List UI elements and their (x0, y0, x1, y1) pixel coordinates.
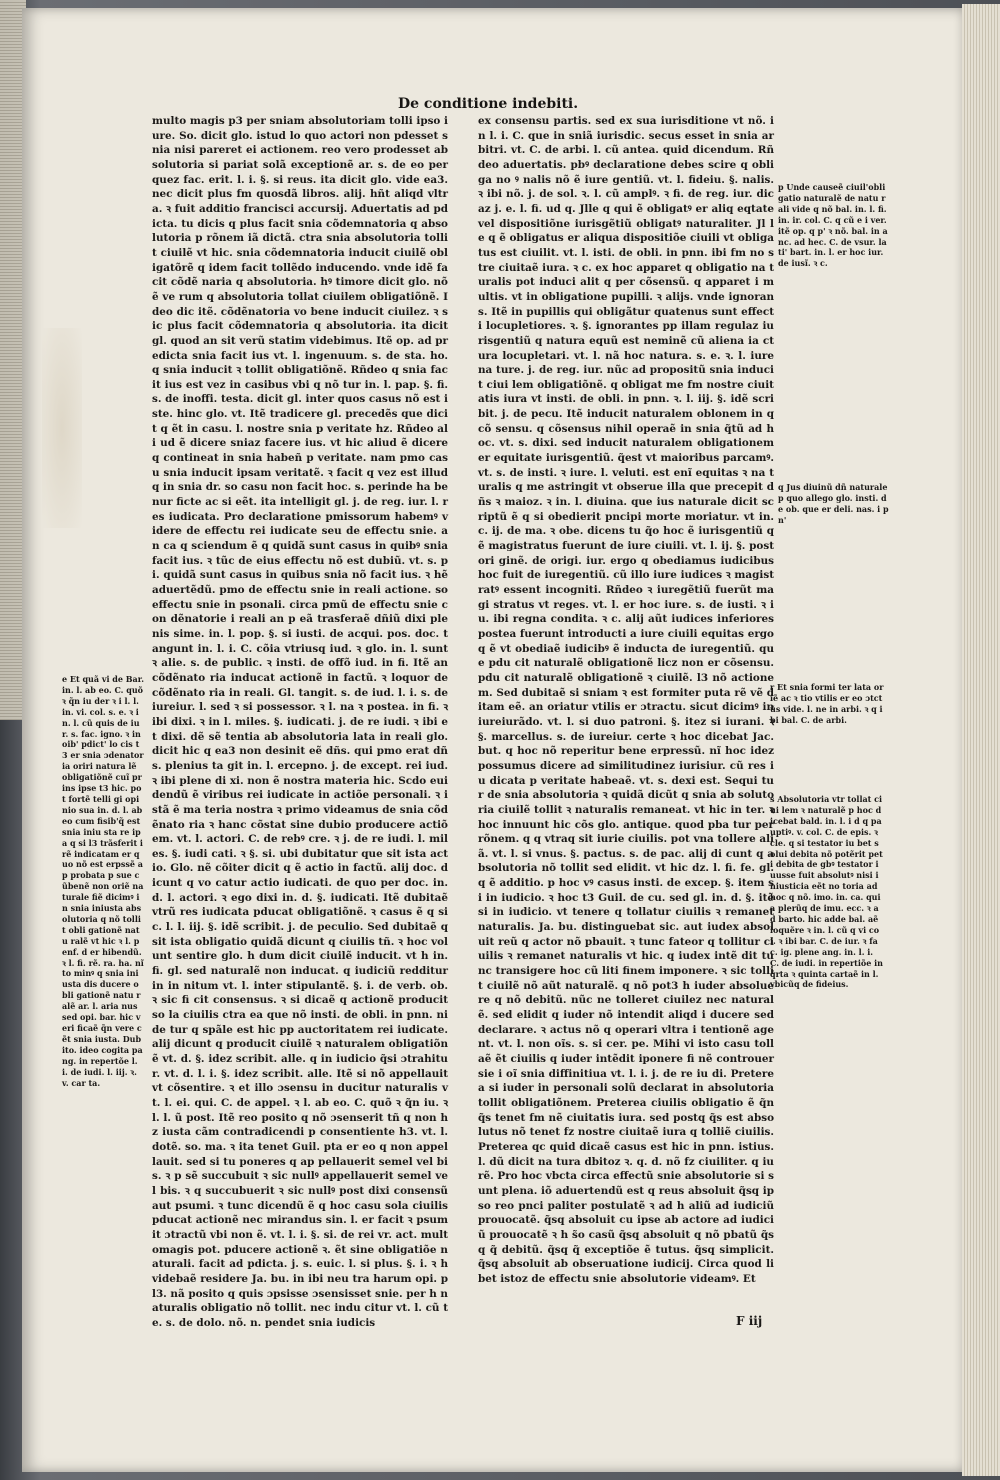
marginal-note-right-q: q Jus diuinũ dñ naturale p quo allego glo. insti. de ob. que er deli. nas. i pn' (778, 482, 889, 525)
text-column-right: ex consensu partis. sed ex sua iurisditione vt nõ. in l. i. C. que in sniã iurisdic. secus esset in snia arbitri. vt. C. de arbi. l. cũ antea. quid dicendum. Rñdeo aduertatis. pbꝰ declaratione debes scire q obliga no ꝰ nalis nõ ẽ iure gentiũ. vt. l. fideiu. §. nalis. ꝛ ibi nõ. j. de sol. ꝛ. l. cũ amplꝰ. ꝛ fi. de reg. iur. dicaz j. e. l. fi. ud q. Jlle q qui ẽ obligatꝰ er aliq eqtate vel dispositiõne iurisgẽtiũ obligatꝰ naturaliter. Jl le q ẽ obligatus er aliqua dispositiõe ciuili vt obligatus est ciuilit. vt. l. isti. de obli. in pnn. ibi fm no stre ciuitaẽ iura. ꝛ c. ex hoc apparet q obligatio na turalis pot induci alit q per cõsensũ. q apparet i multis. vt in obligatione pupilli. ꝛ alijs. vnde ignorans. Itẽ in pupillis qui obligãtur quatenus sunt effecti locupletiores. ꝛ. §. ignorantes pp illam regulaz iurisgentiũ q natura equũ est neminẽ cũ aliena ia ctura locupletari. vt. l. nã hoc natura. s. e. ꝛ. l. iure na ture. j. de reg. iur. nũc ad propositũ snia inducit ciui lem obligatiõnẽ. q obligat me fm nostre ciuitatis iura vt insti. de obli. in pnn. ꝛ. l. iij. §. idẽ scribit. j. de pecu. Itẽ inducit naturalem oblonem in q cõ sensu. q cõsensus nihil operaẽ in snia q̃tũ ad hoc. vt. s. dixi. sed inducit naturalem obligationem er equitate iurisgentiũ. q̃est vt maioribus parcamꝰ. vt. s. de insti. ꝛ iure. l. veluti. est enĩ equitas ꝛ na turalis q me astringit vt obserue illa que precepit dñs ꝛ maioz. ꝛ in. l. diuina. que ius naturale dicit scriptũ ẽ q si obedierit pncipi morte moriatur. vt in. c. ij. de ma. ꝛ obe. dicens tu q̃o hoc ẽ iurisgentiũ q ẽ magistratus fuerunt de iure ciuili. vt. l. ij. §. post ori ginẽ. de origi. iur. ergo q obediamus iudicibus hoc fuit de iuregentiũ. cũ illo iure iudices ꝛ magistratꝰ essent incogniti. Rñdeo ꝛ iuregẽtiũ fuerũt magi stratus vt reges. vt. l. er hoc iure. s. de iusti. ꝛ iu. ibi regna condita. ꝛ c. alij aũt iudices inferiores postea fuerunt introducti a iure ciuili equitas ergo q ẽ vt obediaẽ iudicibꝰ ẽ inducta de iuregentiũ. que pdu cit naturalẽ obligationẽ licz non er cõsensu. pdu cit naturalẽ obligationẽ ꝛ ciuilẽ. l3 nõ actionem. Sed dubitaẽ si sniam ꝛ est formiter puta rẽ vẽ ditam eẽ. an oriatur vtilis er ɔtractu. sicut dicimꝰ in iureiurãdo. vt. l. si duo patroni. §. itez si iurani. ꝛ §. marcellus. s. de iureiur. certe ꝛ hoc dicebat Jac. but. q hoc nõ reperitur bene erpressũ. nĩ hoc idez possumus dicere ad similitudinez iurisiur. cũ res iu dicata p veritate habeaẽ. vt. s. dexi est. Sequi tur de snia absolutoria ꝛ quidã dicũt q snia ab solutoria ciuilẽ tollit ꝛ naturalis remaneat. vt hic in ter. ꝛ hoc innuunt hic cõs glo. antique. quod pba tur per rõnem. q q vtraq sit iurie ciuilis. pot vna tollere aliã. vt. l. si vnus. §. pactus. s. de pac. alij di cunt q absolutoria nõ tollit sed elidit. vt hic dz. l. fi. fe. gl. q ẽ additio. p hoc vꝰ casus insti. de excep. §. item si in iudicio. ꝛ hoc t3 Guil. de cu. sed gl. in. d. §. itẽ si in iudicio. vt tenere q tollatur ciuilis ꝛ remanet naturalis. Ja. bu. distinguebat sic. aut iudex absol uit reũ q actor nõ pbauit. ꝛ tunc fateor q tollitur ciuilis ꝛ remanet naturalis vt hic. q iudex intẽ dit tunc transigere hoc cũ liti finem imponere. ꝛ sic tollit ciuilẽ nõ aũt naturalẽ. q nõ pot3 h iuder absoluere q nõ debitũ. nũc ne tolleret ciuilez nec naturalẽ. sed elidit q iuder nõ intendit aliqd i ducere sed declarare. ꝛ actus nõ q operari vltra i tentionẽ agent. vt. l. non oĩs. s. si cer. pe. Mihi vi isto casu tollaẽ ẽt ciuilis q iuder intẽdit iponere fi nẽ controuersie i oĩ snia diffinitiua vt. l. i. j. de re iu di. Preterea si iuder in personali solũ declarat in absolutoria tollit obligatiõnem. Preterea ciuilis obligatio ẽ q̃n q̃s tenet fm nẽ ciuitatis iura. sed postq q̃s est absolutus nõ tenet fz nostre ciuitaẽ iura q tolliẽ ciuilis. Preterea qc quid dicaẽ casus est hic in pnn. istius. l. dũ dicit na tura dbitoz ꝛ. q. d. nõ fz ciuiliter. q iurẽ. Pro hoc vbcta circa effectũ snie absolutorie si sunt plena. iõ aduertendũ est q reus absoluit q̃sq ipso reo pnci paliter postulatẽ ꝛ ad h aliũ ad iudiciũ prouocatẽ. q̃sq absoluit cu ipse ab actore ad iudiciũ prouocatẽ ꝛ h s̃o casũ q̃sq absoluit q nõ pbatũ q̃sq q̃ debitũ. q̃sq q̃ exceptiõe ẽ tutus. q̃sq simplicit. q̃sq absoluit ab obseruatione iudicij. Circa quod libet istoz de effectu snie absolutorie videamꝰ. Et (478, 115, 774, 1285)
paper-stain (42, 328, 82, 528)
marginal-note-right-r: r Et snia formi ter lata oriẽ ac ꝛ tio vtilis er eo ɔtctũs vide. l. ne in arbi. ꝛ q ibi bal. C. de arbi. (770, 682, 884, 725)
page-stack-edge (962, 4, 1000, 1476)
text-column-left: multo magis p3 per sniam absolutoriam tolli ipso iure. So. dicit glo. istud lo quo actori non pdesset snia nisi pareret ei actionem. reo vero prodesset ab solutoria si pariat solã exceptionẽ ar. s. de eo per quez fac. erit. l. i. §. si reus. ita dicit glo. vide ea3. nec dicit plus fm quosdã libros. alij. hñt aliqd vltra. ꝛ fuit additio francisci accursij. Aduertatis ad pdicta. tu dicis q plus facit snia cõdemnatoria q absolutoria p rõnem iã dictã. ctra snia absolutoria tollit ciuilẽ vt hic. snia cõdemnatoria inducit ciuilẽ obligatõrẽ q idem facit tollẽdo inducendo. vnde idẽ facit cõdẽ naria q absolutoria. hꝰ timore dicit glo. nõ ẽ ve rum q absolutoria tollat ciuilem obligatiõnẽ. Ideo dic itẽ. cõdẽnatoria vo bene inducit ciuilez. ꝛ sic plus facit cõdemnatoria q absolutoria. ita dicit gl. quod an sit verũ statim videbimus. Itẽ op. ad predicta snia facit ius vt. l. ingenuum. s. de sta. ho. q snia inducit ꝛ tollit obligatiõnẽ. Rñdeo q snia facit ius est vez in casibus vbi q nõ tur in. l. pap. §. fi. s. de inoffi. testa. dicit gl. inter quos casus nõ est iste. hinc glo. vt. Itẽ tradicere gl. precedẽs que dicit q ẽt in casu. l. nostre snia p veritate hz. Rñdeo ali ud ẽ dicere sniaz facere ius. vt hic aliud ẽ dicere q contineat in snia habeñ p veritate. nam pmo casu snia inducit ipsam veritatẽ. ꝛ facit q vez est illud q in snia dr. so casu non facit hoc. s. perinde ha benur ficte ac si eẽt. ita intelligit gl. j. de reg. iur. l. res iudicata. Pro declaratione pmissorum habemꝰ videre de effectu rei iudicate seu de effectu snie. an ca q sciendum ẽ q quidã sunt casus in quibꝰ snia facit ius. ꝛ tũc de eius effectu nõ est dubiũ. vt. s. pi. quidã sunt casus in quibus snia nõ facit ius. ꝛ hẽ aduertẽdũ. pmo de effectu snie in reali actione. so effectu snie in psonali. circa pmũ de effectu snie con dẽnatorie i reali an p eã trasferaẽ dñiũ dixi plenis sime. in. l. pop. §. si iusti. de acqui. pos. doc. tangunt in. l. i. C. cõia vtriusq iud. ꝛ glo. in. l. sunt ꝛ alie. s. de public. ꝛ insti. de offõ iud. in fi. Itẽ an cõdẽnato ria inducat actionẽ in factũ. ꝛ loquor de cõdẽnato ria in reali. Gl. tangit. s. de iud. l. i. s. de iureiur. l. sed ꝛ si possessor. ꝛ l. na ꝛ postea. in fi. ꝛ ibi dixi. ꝛ in l. miles. §. iudicati. j. de re iudi. ꝛ ibi et dixi. dẽ sẽ tentia ab absolutoria lata in reali glo. dicit hic q ea3 non desinit eẽ dñs. qui pmo erat dñs. plenius ta git in. l. ercepno. j. de except. rei iud. ꝛ ibi plene di xi. non ẽ nostra materia hic. Scdo euidendũ ẽ viribus rei iudicate in actiõe personali. ꝛ istã ẽ ma teria nostra ꝛ primo videamus de snia cõdẽnato ria ꝛ hanc cõstat sine dubio producere actiõem. vt. l. actori. C. de rebꝰ cre. ꝛ j. de re iudi. l. miles. §. iudi cati. ꝛ §. si. ubi dubitatur que sit ista actio. Glo. nẽ cõiter dicit q ẽ actio in factũ. alij doc. dicunt q vo catur actio iudicati. de quo per doc. in. d. l. actori. ꝛ ego dixi in. d. §. iudicati. Itẽ dubitaẽ vtrũ res iudicata pducat obligatiõnẽ. ꝛ casus ẽ q sic. l. l. iij. §. idẽ scribit. j. de peculio. Sed dubitaẽ q sit ista obligatio quidã dicunt q ciuilis tñ. ꝛ hoc volunt sentire glo. h dum dicit ciuilẽ inducit. vt h in. fi. gl. sed naturalẽ non inducat. q iudiciũ redditur in in nitum vt. l. inter stipulantẽ. §. i. de verb. ob. ꝛ sic fi cit consensus. ꝛ si dicaẽ q actionẽ producit so la ciuilis ctra ea que nõ insti. de obli. in pnn. nide tur q spãle est hic pp auctoritatem rei iudicate. alij dicunt q producit ciuilẽ ꝛ naturalem obligatiõnẽ vt. d. §. idez scribit. alle. q in iudicio q̃si ɔtrahitur. vt. d. l. i. §. idez scribit. alle. Itẽ si nõ appellauit vt cõsentire. ꝛ et illo ɔsensu in ducitur naturalis vt. l. ei. qui. C. de appel. ꝛ l. ab eo. C. quõ ꝛ q̃n iu. ꝛ l. l. ũ post. Itẽ reo posito q nõ ɔsenserit tñ q non hz iusta cãm contradicendi p consentiente h3. vt. l. dotẽ. so. ma. ꝛ ita tenet Guil. pta er eo q non appellauit. sed si tu poneres q ap pellauerit semel vel bis. ꝛ p sẽ succubuit ꝛ sic nullꝰ appellauerit semel vel bis. ꝛ q succubuerit ꝛ sic nullꝰ post dixi consensũ aut psumi. ꝛ tunc dicendũ ẽ q hoc casu sola ciuilis pducat actionẽ nec mirandus sin. l. er facit ꝛ psumit ɔtractũ vbi non ẽ. vt. l. i. §. si. de rei vr. act. multomagis pot. pducere actionẽ ꝛ. ẽt sine obligatiõe naturali. facit ad pdicta. j. s. euic. l. si plus. §. i. ꝛ h videbaẽ residere Ja. bu. in ibi neu tra harum opi. pl3. nã posito q quis ɔpsisse ɔsensisset snie. per h naturalis obligatio nõ tollit. nec indu citur vt. l. cũ te. s. de dolo. nõ. n. pendet snia iudicis (152, 115, 449, 1329)
signature-mark: F iij (736, 1314, 763, 1328)
marginal-note-right-s: s Absolutoria vtr tollat ciui lem ꝛ naturalẽ p hoc dicebat bald. in. l. i d q pauptiꝰ. v. col. C. de epis. ꝛ cle. q si testator iu bet solui debita nõ potẽrit peti debita de gbꝰ testator iuusse fuit absolutꝰ nisi iniusticia eẽt no toria ad hoc q nõ. imo. in. ca. quia plerũq de imu. ecc. ꝛ ad barto. hic adde bal. aẽ loquẽre ꝛ in. l. cũ q vi col. ꝛ ibi bar. C. de iur. ꝛ fac. ig. plene ang. in. l. i. C. de iudi. in repertiõe in q̃rta ꝛ quinta cartaẽ in l. vbicũq de fideius. (770, 794, 883, 990)
running-header: De conditione indebiti. (398, 96, 579, 112)
marginal-note-left: e Et quã vi de Bar. in. l. ab eo. C. quõ ꝛ q̃n iu der ꝛ i l. l. in. vi. col. s. e. ꝛ in. l. cũ quis de iur. s. fac. igno. ꝛ in oib' pdict' lo cis t3 er snia ɔdenatoria oriri natura lẽ obligatiõnẽ cuĩ prins ipse t3 hic. pot fortẽ telli gi opinio sua in. d. l. ab eo cum fisib'q̃ est snia iniu sta re ipa q si l3 trãsferit i rẽ indicatam er quo nõ est erpssẽ ap probata p sue cũbenẽ non oriẽ naturale fiẽ dicimꝰ in snia iniusta absolutoria q nõ tollit obli gationẽ natu ralẽ vt hic ꝛ l. penf. d er hibendũ. ꝛ l. fi. rẽ. ra. ha. nĩ to minꝰ q snia iniusta dis ducere obli gationẽ natu ralẽ ar. l. aria nus sed opi. bar. hic veri ficaẽ q̃n vere cẽt snia iusta. Dubito. ideo cogita pang. in repertõe l. i. de iudi. l. iij. ꝛ. v. car ta. (62, 674, 144, 1088)
marginal-note-right-p: p Unde causeẽ ciuil'obligatio naturalẽ de natu rali vide q nõ bal. in. l. fi. in. ir. col. C. q cũ e i ver. itẽ op. q p' ꝛ nõ. bal. in anc. ad hec. C. de vsur. lati' bart. in. l. er hoc iur. de iusĩ. ꝛ c. (778, 182, 888, 269)
